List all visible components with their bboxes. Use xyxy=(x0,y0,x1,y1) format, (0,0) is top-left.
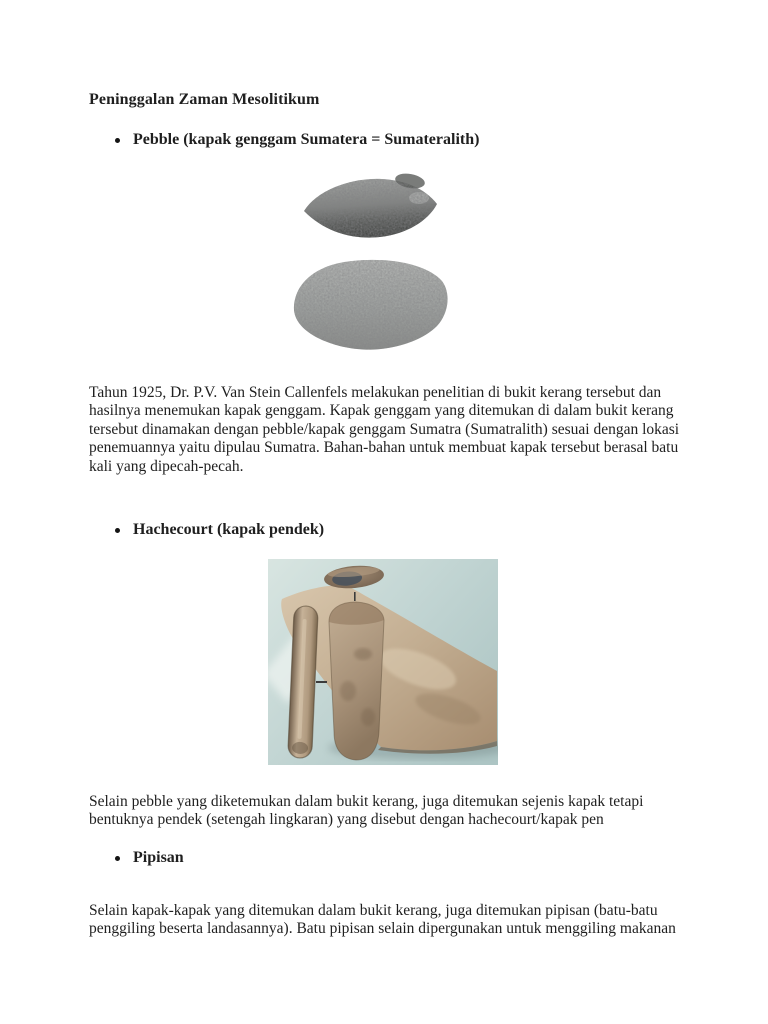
paragraph-pebble: Tahun 1925, Dr. P.V. Van Stein Callenfels melakukan penelitian di bukit kerang tersebut dan hasilnya menemukan kapak genggam. Kapak genggam yang ditemukan di dalam bukit kerang tersebut dinamakan dengan pebble/kapak genggam Sumatra (Sumatralith) sesuai dengan lokasi penemuannya yaitu dipulau Sumatra. Bahan-bahan untuk membuat kapak tersebut berasal batu kali yang dipecah-pecah. xyxy=(89,383,680,475)
bullet-item-pebble xyxy=(115,131,479,149)
bullet-dot-icon xyxy=(115,138,120,143)
dash-mark xyxy=(316,681,327,683)
bullet-label-hachecourt: Hachecourt (kapak pendek) xyxy=(133,521,325,538)
page-title: Peninggalan Zaman Mesolitikum xyxy=(89,91,320,108)
bullet-dot-icon xyxy=(115,528,120,533)
bullet-label-pipisan: Pipisan xyxy=(133,849,184,866)
paragraph-hachecourt: Selain pebble yang diketemukan dalam bukit kerang, juga ditemukan sejenis kapak tetapi bentuknya pendek (setengah lingkaran) yang disebut dengan hachecourt/kapak pen xyxy=(89,792,644,829)
hachecourt-illustration xyxy=(268,559,498,765)
bullet-label-pebble: Pebble (kapak genggam Sumatera = Sumateralith) xyxy=(133,131,480,148)
bullet-item-pipisan xyxy=(115,849,184,867)
bullet-item-hachecourt xyxy=(115,521,324,539)
pebble-stones-image xyxy=(290,164,455,356)
pebble-stones-illustration xyxy=(290,164,455,356)
hachecourt-photo xyxy=(268,559,498,765)
tick-mark xyxy=(354,592,356,601)
paragraph-pipisan: Selain kapak-kapak yang ditemukan dalam bukit kerang, juga ditemukan pipisan (batu-batu penggiling beserta landasannya). Batu pipisan selain dipergunakan untuk menggiling makanan xyxy=(89,901,676,938)
bullet-dot-icon xyxy=(115,856,120,861)
